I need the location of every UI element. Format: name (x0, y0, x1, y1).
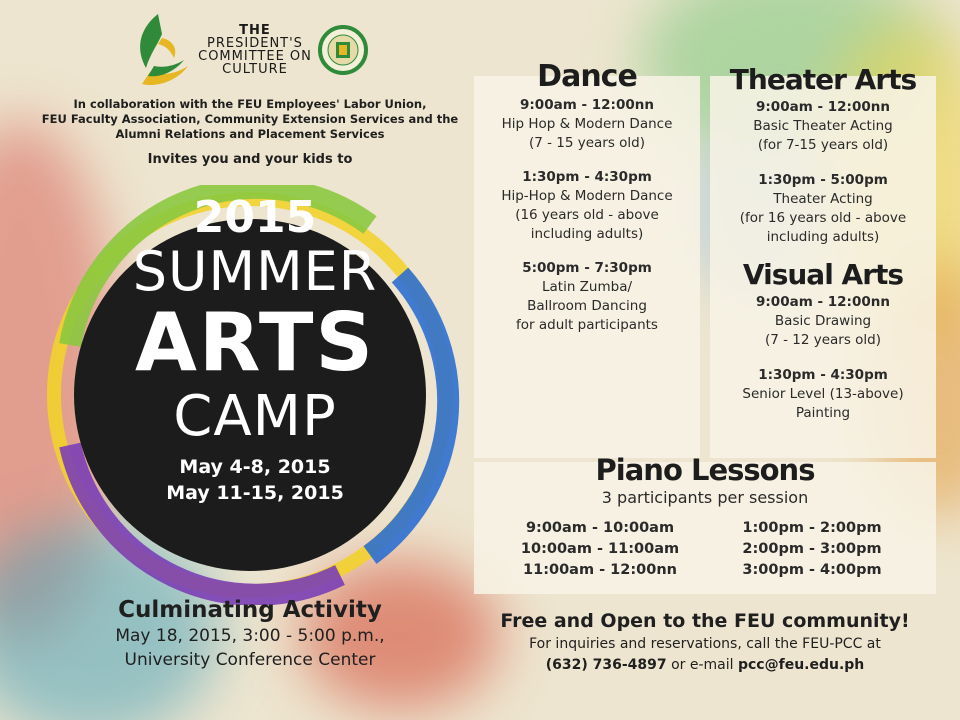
piano-slot-morning-1: 9:00am - 10:00am (525, 520, 675, 536)
visual-title: Visual Arts (742, 258, 904, 291)
dance-title: Dance (537, 59, 637, 94)
piano-subtitle: 3 participants per session (601, 488, 809, 507)
event-date-2: May 11-15, 2015 (166, 482, 344, 504)
footer-inquiry-line: For inquiries and reservations, call the FEU-PCC at (529, 636, 881, 652)
culminating-activity (60, 596, 440, 672)
piano-slots-morning (500, 518, 700, 581)
theater-session-2-line-3: including adults) (766, 229, 880, 245)
dance-session-2-line-2: (16 years old - above (515, 207, 659, 223)
org-line-2: PRESIDENT'S (207, 36, 303, 51)
dance-session-2-time: 1:30pm - 4:30pm (522, 169, 652, 185)
theater-session-1-line-1: Basic Theater Acting (753, 118, 893, 134)
dance-session-3-time: 5:00pm - 7:30pm (522, 260, 652, 276)
dance-session-1-line-1: Hip Hop & Modern Dance (501, 116, 673, 132)
culminating-title: Culminating Activity (118, 597, 382, 623)
footer-contact-line (474, 655, 936, 676)
org-line-3: COMMITTEE ON (198, 49, 312, 64)
theater-title: Theater Arts (729, 63, 917, 96)
collab-line-1: In collaboration with the FEU Employees' Labor Union, (73, 97, 427, 111)
piano-title: Piano Lessons (595, 453, 815, 487)
visual-session-2-line-1: Senior Level (13-above) (742, 386, 904, 402)
event-title (60, 190, 450, 506)
piano-section (474, 452, 936, 508)
event-year: 2015 (193, 192, 317, 243)
dance-session-3-line-3: for adult participants (516, 317, 658, 333)
piano-slot-morning-2: 10:00am - 11:00am (520, 541, 680, 557)
footer-or-email: or e-mail (666, 657, 738, 673)
dance-session-2 (474, 168, 700, 244)
collaboration-text (40, 97, 460, 142)
org-name (190, 24, 320, 76)
theater-section (706, 62, 940, 247)
visual-section (706, 257, 940, 423)
theater-session-1 (706, 98, 940, 155)
footer-email-link[interactable]: pcc@feu.edu.ph (737, 657, 865, 673)
theater-session-2 (706, 171, 940, 247)
culminating-where: University Conference Center (124, 650, 376, 670)
visual-session-1 (706, 293, 940, 350)
collab-line-3: Alumni Relations and Placement Services (115, 127, 385, 141)
dance-session-2-line-3: including adults) (530, 226, 644, 242)
event-date-1: May 4-8, 2015 (179, 456, 331, 478)
piano-slots-afternoon (712, 518, 912, 581)
dance-session-3-line-1: Latin Zumba/ (541, 279, 633, 295)
footer-phone: (632) 736-4897 (545, 657, 667, 673)
piano-slot-afternoon-1: 1:00pm - 2:00pm (742, 520, 882, 536)
theater-session-2-line-2: (for 16 years old - above (739, 210, 907, 226)
theater-session-2-line-1: Theater Acting (773, 191, 873, 207)
event-word-summer: SUMMER (132, 240, 378, 303)
visual-session-2-time: 1:30pm - 4:30pm (758, 367, 888, 383)
culminating-when: May 18, 2015, 3:00 - 5:00 p.m., (115, 626, 385, 646)
footer-headline: Free and Open to the FEU community! (500, 610, 910, 632)
dance-session-1 (474, 96, 700, 153)
dance-session-1-line-2: (7 - 15 years old) (528, 135, 646, 151)
footer-info (474, 608, 936, 676)
theater-session-1-time: 9:00am - 12:00nn (756, 99, 890, 115)
visual-session-1-line-2: (7 - 12 years old) (764, 332, 882, 348)
collab-line-2: FEU Faculty Association, Community Extension Services and the (41, 112, 459, 126)
org-line-1: THE (239, 23, 271, 38)
dance-session-2-line-1: Hip-Hop & Modern Dance (501, 188, 673, 204)
piano-slot-morning-3: 11:00am - 12:00nn (523, 562, 677, 578)
org-line-4: CULTURE (222, 62, 288, 77)
visual-session-2 (706, 366, 940, 423)
dance-session-3-line-2: Ballroom Dancing (527, 298, 647, 314)
event-word-camp: CAMP (173, 384, 337, 449)
dance-section (474, 58, 700, 335)
piano-slot-afternoon-2: 2:00pm - 3:00pm (742, 541, 882, 557)
dance-session-3 (474, 259, 700, 335)
visual-session-1-time: 9:00am - 12:00nn (756, 294, 890, 310)
theater-session-1-line-2: (for 7-15 years old) (757, 137, 889, 153)
piano-slot-afternoon-3: 3:00pm - 4:00pm (742, 562, 882, 578)
dance-session-1-time: 9:00am - 12:00nn (520, 97, 654, 113)
invite-text: Invites you and your kids to (147, 152, 353, 167)
theater-session-2-time: 1:30pm - 5:00pm (758, 172, 888, 188)
visual-session-1-line-1: Basic Drawing (774, 313, 872, 329)
feu-seal-icon (318, 18, 368, 82)
pcc-logo-icon (128, 10, 194, 92)
event-word-arts: ARTS (134, 296, 376, 389)
visual-session-2-line-2: Painting (795, 405, 851, 421)
